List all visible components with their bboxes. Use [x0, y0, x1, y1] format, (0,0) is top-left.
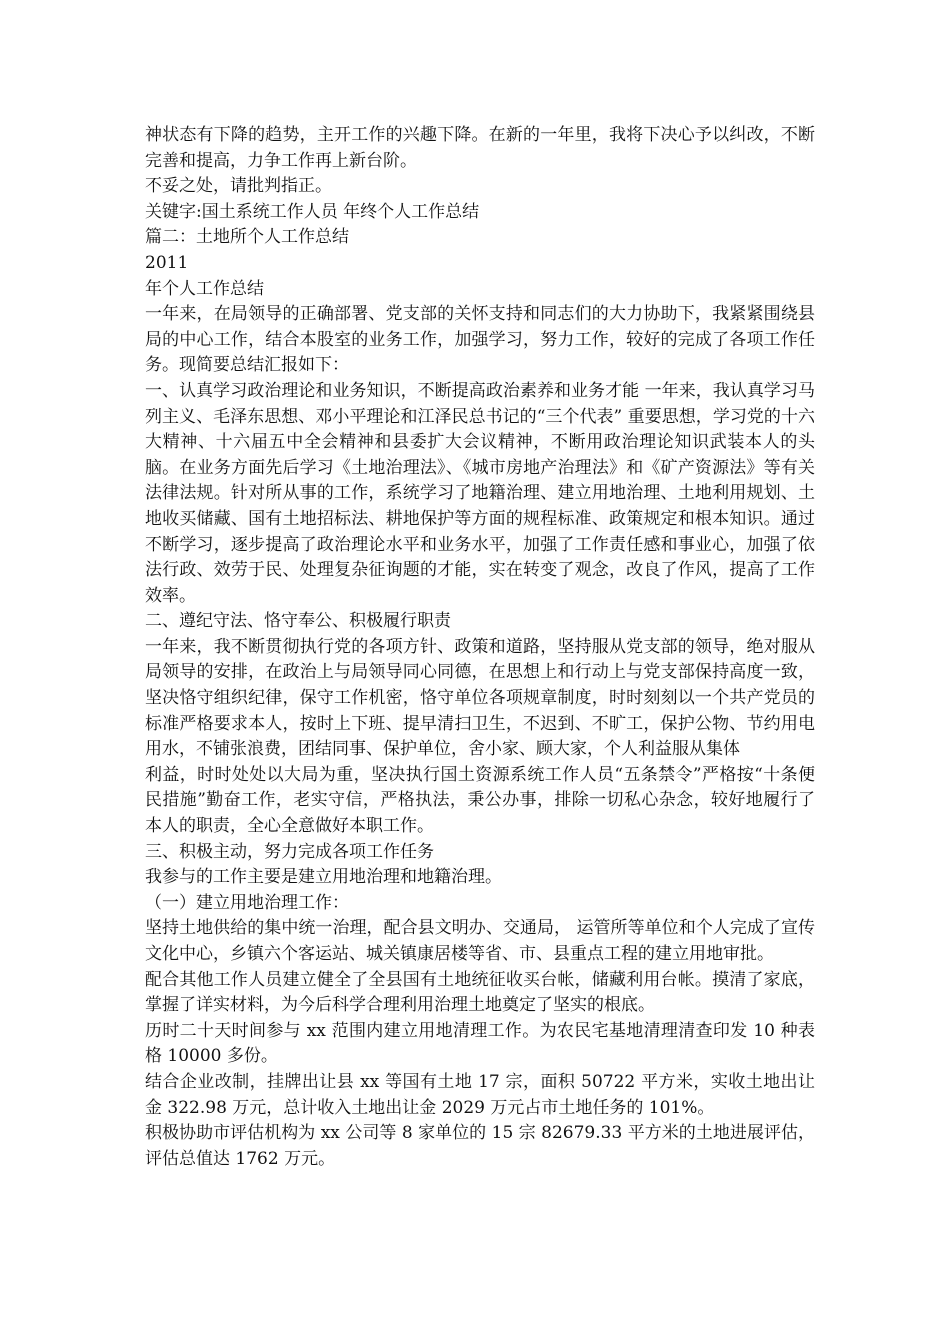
year-line: 2011 — [145, 252, 189, 273]
keywords-line: 关键字:国土系统工作人员 年终个人工作总结 — [145, 201, 480, 222]
section-heading: 三、积极主动，努力完成各项工作任务 — [145, 841, 434, 862]
paragraph: 历时二十天时间参与 xx 范围内建立用地清理工作。为农民宅基地清理清查印发 10 种表格 10000 多份。 — [145, 1020, 815, 1067]
paragraph: 结合企业改制，挂牌出让县 xx 等国有土地 17 宗，面积 50722 平方米，实收土地出让金 322.98 万元，总计收入土地出让金 2029 万元占市土地任务的 101%。 — [145, 1071, 815, 1118]
section-subtitle: 年个人工作总结 — [145, 278, 264, 299]
paragraph: 一年来，在局领导的正确部署、党支部的关怀支持和同志们的大力协助下，我紧紧围绕县局的中心工作，结合本股室的业务工作，加强学习，努力工作，较好的完成了各项工作任务。现简要总结汇报如下： — [145, 304, 815, 376]
paragraph: 坚持土地供给的集中统一治理，配合县文明办、交通局， 运管所等单位和个人完成了宣传文化中心，乡镇六个客运站、城关镇康居楼等省、市、县重点工程的建立用地审批。 — [145, 918, 815, 964]
paragraph: 神状态有下降的趋势，主开工作的兴趣下降。在新的一年里，我将下决心予以纠改，不断完善和提高，力争工作再上新台阶。 — [145, 125, 815, 171]
section-heading: 篇二：土地所个人工作总结 — [145, 227, 349, 248]
paragraph: 配合其他工作人员建立健全了全县国有土地统征收买台帐，储藏利用台帐。摸清了家底，掌握了详实材料，为今后科学合理利用治理土地奠定了坚实的根底。 — [145, 969, 815, 1016]
document-body — [145, 123, 815, 1172]
paragraph: 不妥之处，请批判指正。 — [145, 176, 332, 197]
paragraph: 一年来，我不断贯彻执行党的各项方针、政策和道路，坚持服从党支部的领导，绝对服从局领导的安排，在政治上与局领导同心同德，在思想上和行动上与党支部保持高度一致，坚决恪守组织纪律，保守工作机密，恪守单位各项规章制度，时时刻刻以一个共产党员的标准严格要求本人，按时上下班、提早清扫卫生，不迟到、不旷工，保护公物、节约用电用水，不铺张浪费，团结同事、保护单位，舍小家、顾大家，个人利益服从集体 — [145, 636, 815, 760]
paragraph: 积极协助市评估机构为 xx 公司等 8 家单位的 15 宗 82679.33 平方米的土地进展评估，评估总值达 1762 万元。 — [145, 1123, 815, 1169]
subsection-heading: （一）建立用地治理工作： — [145, 892, 349, 913]
paragraph: 利益，时时处处以大局为重，坚决执行国土资源系统工作人员“五条禁令”严格按“十条便民措施”勤奋工作，老实守信，严格执法，秉公办事，排除一切私心杂念，较好地履行了本人的职责，全心全意做好本职工作。 — [145, 764, 815, 837]
section-heading: 二、遵纪守法、恪守奉公、积极履行职责 — [145, 611, 451, 632]
paragraph: 一、认真学习政治理论和业务知识，不断提高政治素养和业务才能 一年来，我认真学习马列主义、毛泽东思想、邓小平理论和江泽民总书记的“三个代表” 重要思想，学习党的十六大精神、十六届五中全会精神和县委扩大会议精神，不断用政治理论知识武装本人的头脑。在业务方面先后学习《土地治理法》、《城市房地产治理法》和《矿产资源法》等有关法律法规。针对所从事的工作，系统学习了地籍治理、建立用地治理、土地利用规划、土地收买储藏、国有土地招标法、耕地保护等方面的规程标准、政策规定和根本知识。通过不断学习，逐步提高了政治理论水平和业务水平，加强了工作责任感和事业心，加强了依法行政、效劳于民、处理复杂征询题的才能，实在转变了观念，改良了作风，提高了工作效率。 — [145, 380, 815, 606]
paragraph: 我参与的工作主要是建立用地治理和地籍治理。 — [145, 867, 502, 888]
